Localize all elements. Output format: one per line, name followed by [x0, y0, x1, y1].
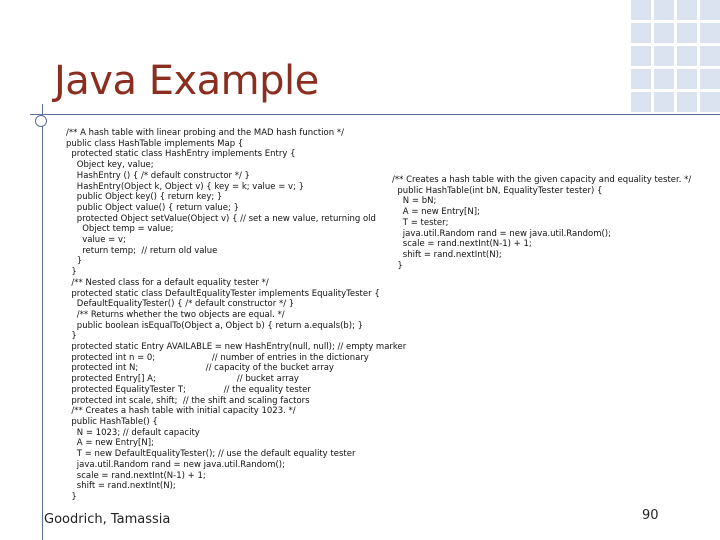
slide-title: Java Example: [54, 58, 319, 104]
grid-cell: [631, 0, 651, 20]
grid-cell: [677, 92, 697, 112]
grid-cell: [677, 46, 697, 66]
grid-cell: [631, 23, 651, 43]
grid-cell: [654, 92, 674, 112]
grid-cell: [654, 23, 674, 43]
vertical-accent-rule: [42, 104, 43, 540]
grid-cell: [631, 92, 651, 112]
footer-authors: Goodrich, Tamassia: [44, 512, 171, 527]
code-block-constructor: /** Creates a hash table with the given capacity and equality tester. */ public HashTable(int bN, EqualityTester tester) { N = bN; A = new Entry[N]; T = tester; java.util.Random rand = new java.util.Random(); scale = rand.nextInt(N-1) + 1; shift = rand.nextInt(N); }: [392, 175, 692, 271]
grid-cell: [700, 0, 720, 20]
grid-cell: [700, 69, 720, 89]
grid-cell: [631, 69, 651, 89]
grid-cell: [700, 23, 720, 43]
grid-cell: [654, 46, 674, 66]
grid-cell: [677, 23, 697, 43]
decorative-grid: [631, 0, 720, 112]
page-number: 90: [642, 508, 659, 523]
grid-cell: [677, 69, 697, 89]
title-underline-rule: [30, 114, 720, 115]
grid-cell: [700, 92, 720, 112]
grid-cell: [677, 0, 697, 20]
grid-cell: [654, 0, 674, 20]
ring-ornament-icon: [35, 115, 47, 127]
grid-cell: [654, 69, 674, 89]
grid-cell: [631, 46, 651, 66]
grid-cell: [700, 46, 720, 66]
code-block-main: /** A hash table with linear probing and the MAD hash function */ public class HashTable implements Map { protected static class HashEntry implements Entry { Object key, value; HashEntry () { /* default constructor */ } HashEntry(Object k, Object v) { key = k; value = v; } public Object key() { return key; } public Object value() { return value; } protected Object setValue(Object v) { // set a new value, returning old Object temp = value; value = v; return temp; // return old value } } /** Nested class for a default equality tester */ protected static class DefaultEqualityTester implements EqualityTester { DefaultEqualityTester() { /* default constructor */ } /** Returns whether the two objects are equal. */ public boolean isEqualTo(Object a, Object b) { return a.equals(b); } } protected static Entry AVAILABLE = new HashEntry(null, null); // empty marker protected int n = 0; // number of entries in the dictionary protected int N; // capacity of the bucket array protected Entry[] A; // bucket array protected EqualityTester T; // the equality tester protected int scale, shift; // the shift and scaling factors /** Creates a hash table with initial capacity 1023. */ public HashTable() { N = 1023; // default capacity A = new Entry[N]; T = new DefaultEqualityTester(); // use the default equality tester java.util.Random rand = new java.util.Random(); scale = rand.nextInt(N-1) + 1; shift = rand.nextInt(N); }: [66, 128, 407, 502]
